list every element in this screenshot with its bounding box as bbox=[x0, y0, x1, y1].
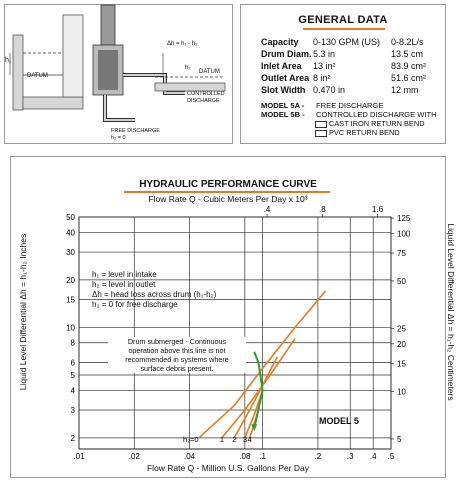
x-tick-label: .1 bbox=[259, 452, 266, 461]
row-metric-value: 13.5 cm bbox=[391, 49, 424, 59]
free-discharge-label: FREE DISCHARGE bbox=[111, 128, 160, 134]
note-line: surface debris present. bbox=[140, 364, 214, 373]
row-label: Outlet Area bbox=[261, 73, 310, 83]
y-tick-label: 4 bbox=[70, 386, 75, 396]
right-tick-label: 125 bbox=[397, 214, 411, 224]
general-data-title: GENERAL DATA bbox=[298, 14, 388, 26]
right-tick-label: 5 bbox=[397, 434, 402, 444]
row-label: Slot Width bbox=[261, 85, 306, 95]
datum-right-label: DATUM bbox=[199, 69, 220, 75]
row-metric-value: 0-8.2L/s bbox=[391, 37, 424, 47]
curve-label: 1 bbox=[219, 434, 225, 444]
x-tick-label: .5 bbox=[387, 452, 395, 461]
legend-line: Δh = head loss across drum (h₁-h₂) bbox=[92, 290, 217, 299]
right-tick-label: 10 bbox=[397, 387, 406, 397]
datum-left-label: DATUM bbox=[27, 73, 48, 79]
option-text: PVC RETURN BEND bbox=[329, 128, 400, 137]
legend-line: h₂ = 0 for free discharge bbox=[92, 300, 178, 309]
data-row-capacity bbox=[261, 37, 424, 47]
right-tick-label: 50 bbox=[397, 276, 406, 286]
row-metric-value: 12 mm bbox=[391, 85, 419, 95]
option-box-icon bbox=[315, 121, 327, 128]
right-tick-label: 20 bbox=[397, 339, 406, 349]
x-tick-label: .2 bbox=[314, 452, 322, 461]
data-row-drum-diam bbox=[261, 49, 423, 59]
model-5b-text: CONTROLLED DISCHARGE WITH bbox=[316, 110, 437, 119]
x-tick-label: .3 bbox=[346, 452, 354, 461]
chart-title: HYDRAULIC PERFORMANCE CURVE bbox=[139, 179, 317, 190]
y-tick-label: 5 bbox=[70, 370, 75, 380]
x-tick-label: .08 bbox=[239, 452, 251, 461]
top-tick-label: 1.6 bbox=[372, 205, 384, 214]
row-label: Inlet Area bbox=[261, 61, 302, 71]
model-5a-text: FREE DISCHARGE bbox=[316, 101, 384, 110]
x-tick-label: .4 bbox=[369, 452, 377, 461]
legend-line: h₁ = level in intake bbox=[92, 270, 157, 279]
row-us-value: 0.470 in bbox=[313, 85, 346, 95]
curve-label: 4 bbox=[247, 434, 252, 444]
y-tick-label: 3 bbox=[70, 406, 75, 416]
controlled-label: CONTROLLED bbox=[187, 91, 225, 97]
curve-label: h₂=0 bbox=[182, 434, 199, 444]
right-tick-label: 25 bbox=[397, 324, 406, 334]
note-line: operation above this line is not bbox=[128, 346, 226, 355]
right-tick-label: 75 bbox=[397, 249, 406, 259]
x-tick-label: .04 bbox=[184, 452, 196, 461]
installation-diagram bbox=[4, 4, 233, 144]
note-line: recommended in systems where bbox=[125, 355, 229, 364]
general-data-panel bbox=[240, 4, 446, 144]
row-us-value: 13 in² bbox=[313, 61, 336, 71]
data-row-slot-width bbox=[261, 85, 419, 95]
h1-label: h₁ bbox=[5, 57, 12, 64]
y-tick-label: 6 bbox=[70, 358, 75, 368]
curve-label: 3 bbox=[242, 434, 248, 444]
x-tick-label: .01 bbox=[73, 452, 85, 461]
y-tick-label: 20 bbox=[66, 275, 75, 285]
title-underline bbox=[303, 28, 385, 30]
h2-label: h₂ bbox=[185, 65, 191, 71]
note-line: Drum submerged - Continuous bbox=[127, 337, 227, 346]
row-us-value: 8 in² bbox=[313, 73, 331, 83]
bottom-axis-label: Flow Rate Q - Million U.S. Gallons Per Day bbox=[146, 463, 310, 473]
submergence-note bbox=[108, 337, 246, 373]
row-label: Capacity bbox=[261, 37, 299, 47]
option-text: CAST IRON RETURN BEND bbox=[329, 119, 425, 128]
y-tick-label: 10 bbox=[66, 323, 75, 333]
curve-label: 2 bbox=[232, 434, 237, 444]
option-cast-iron bbox=[315, 119, 425, 128]
top-axis-label: Flow Rate Q - Cubic Meters Per Day x 10³ bbox=[148, 194, 308, 204]
y-tick-label: 30 bbox=[66, 248, 75, 258]
y-tick-label: 40 bbox=[66, 228, 75, 238]
data-row-outlet-area bbox=[261, 73, 426, 83]
performance-curve-panel bbox=[10, 156, 456, 478]
row-metric-value: 51.6 cm² bbox=[391, 73, 427, 83]
y-tick-label: 2 bbox=[70, 433, 75, 443]
right-axis-label: Liquid Level Differential Δh = h₁-h₂ Centimeters bbox=[446, 223, 456, 401]
left-axis-label: Liquid Level Differential Δh = h₁-h₂ Inches bbox=[18, 233, 28, 391]
dh-label: Δh = h₁ - h₂ bbox=[167, 41, 198, 47]
chart-plot bbox=[11, 157, 447, 479]
discharge-label: DISCHARGE bbox=[187, 98, 220, 104]
top-tick-label: .4 bbox=[263, 205, 271, 214]
legend-line: h₂ = level in outlet bbox=[92, 280, 156, 289]
x-tick-label: .02 bbox=[128, 452, 140, 461]
model-5b-label: MODEL 5B - bbox=[261, 110, 305, 119]
row-us-value: 0-130 GPM (US) bbox=[313, 37, 381, 47]
row-label: Drum Diam. bbox=[261, 49, 312, 59]
right-tick-label: 15 bbox=[397, 359, 406, 369]
h2-zero-label: h₂ = 0 bbox=[111, 135, 126, 141]
option-pvc bbox=[315, 128, 400, 137]
y-tick-label: 50 bbox=[66, 213, 75, 222]
model-5b-row bbox=[261, 110, 437, 119]
row-metric-value: 83.9 cm² bbox=[391, 61, 427, 71]
model-5a-label: MODEL 5A - bbox=[261, 101, 305, 110]
y-tick-label: 15 bbox=[66, 295, 75, 305]
right-tick-label: 100 bbox=[397, 229, 411, 239]
option-box-icon bbox=[315, 130, 327, 137]
model-label: MODEL 5 bbox=[319, 416, 359, 426]
top-tick-label: .8 bbox=[318, 205, 326, 214]
model-5a-row bbox=[261, 101, 384, 110]
row-us-value: 5.3 in bbox=[313, 49, 336, 59]
data-row-inlet-area bbox=[261, 61, 426, 71]
y-tick-label: 8 bbox=[70, 338, 75, 348]
